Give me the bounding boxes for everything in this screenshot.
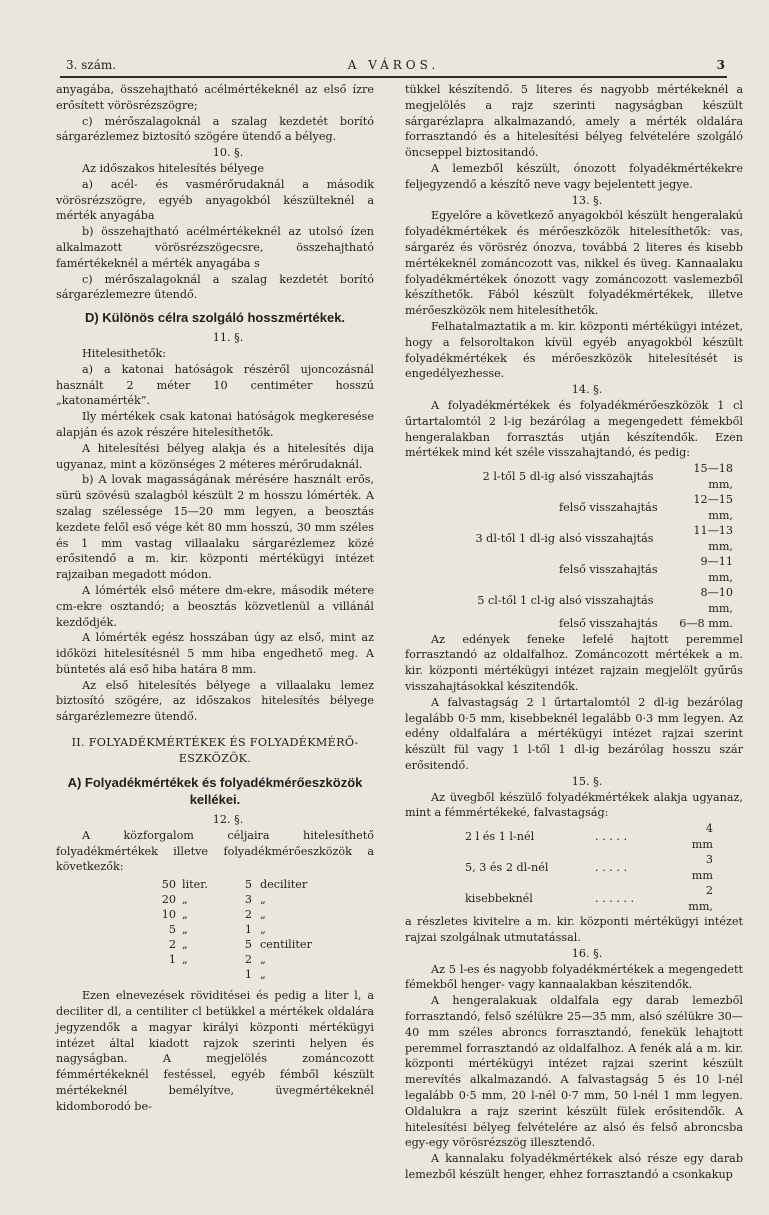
paragraph: b) A lovak magasságának mérésére használt erős, sürü szövésü szalagból készült 2 m hosszu lómérték. A szalag szélessége 15—20 mm legyen, a beosztás kezdete felől eső vége két 80 mm hosszú, 30 mm széles és 1 mm vastag villaalaku sárgarézlemez közé erősitendő a m. kir. központi mértékügyi intézet rajzaiban megadott módon.	[56, 473, 374, 582]
paragraph: A folyadékmértékek és folyadékmérőeszközök 1 cl űrtartalomtól 2 l-ig bezárólag a megengedett fémekből hengeralakban forrasztás utján készítendők. Ezen mértékek mind két széle visszahajtandó, és pedig:	[405, 398, 743, 460]
paragraph: a részletes kivitelre a m. kir. központi mértékügyi intézet rajzai szolgálnak utmutatással.	[405, 915, 743, 944]
table-row: 10 „ 2 „	[161, 908, 266, 922]
paragraph: Ezen elnevezések röviditései és pedig a liter l, a deciliter dl, a centiliter cl betükkel a mértékek oldalára jegyzendők a magyar királyi központi mértékügyi intézet által kiadott rajzok szerinti helyen és nagyságban. A megjelölés zománcozott fémmértékeknél festéssel, egyéb fémből készült mértékeknél bemélyítve, üvegmértékeknél kidomborodó be-	[56, 989, 374, 1113]
section-heading-d: D) Különös célra szolgáló hosszmértékek.	[84, 310, 346, 326]
table-row: felső visszahajtás 12—15 mm,	[559, 493, 733, 522]
paragraph: Az üvegből készülő folyadékmértékek alakja ugyanaz, mint a fémmértékeké, falvastagság:	[405, 790, 743, 820]
table-row: 5, 3 és 2 dl-nél . . . . . 3 mm	[465, 853, 713, 882]
section-number: 16. §.	[571, 946, 603, 960]
table-row: kisebbeknél . . . . . . 2 mm,	[465, 884, 713, 913]
paragraph: A hitelesítési bélyeg alakja és a hitelesítés dija ugyanaz, mint a közönséges 2 méteres mérőrudaknál.	[56, 441, 374, 471]
section-number: 10. §.	[212, 146, 244, 160]
paragraph: Az első hitelesítés bélyege a villaalaku lemez biztosító szögére, az időszakos hitelesítés bélyege sárgarézlemezre ütendő.	[56, 678, 374, 724]
paragraph: A hengeralakuak oldalfala egy darab lemezből forrasztandó, felső szélükre 25—35 mm, alsó szélükre 30—40 mm széles abroncs forrasztandó, fenekük lehajtott peremmel forrasztandó az oldalfalhoz. A fenék alá a m. kir. központi mértékügyi intézet rajzai szerint készült merevítés alkalmazandó. A falvastagság 5 és 10 l-nél legalább 0·5 mm, 20 l-nél 0·7 mm, 50 l-nél 1 mm legyen. Oldalukra a rajz szerint készült fülek erősitendők. A hitelesítési bélyeg felvételére az alsó és felső abroncsba egy-egy vörösrézszög illesztendő.	[405, 994, 743, 1150]
paragraph: Az időszakos hitelesítés bélyege	[82, 161, 265, 175]
journal-title: A VÁROS.	[347, 58, 440, 72]
table-row: 2 „ 5 centiliter	[168, 938, 312, 952]
paragraph: Ily mértékek csak katonai hatóságok megkeresése alapján és azok részére hitelesíthetők.	[56, 410, 374, 439]
section-heading-a: A) Folyadékmértékek és folyadékmérőeszközök kellékei.	[67, 775, 363, 808]
table-row: 50 liter. 5 deciliter	[161, 878, 308, 892]
measures-table	[56, 877, 374, 982]
paragraph: c) mérőszalagoknál a szalag kezdetét borító sárgarézlemezre ütendő.	[56, 272, 374, 302]
paragraph: Az 5 l-es és nagyobb folyadékmértékek a megengedett fémekből henger- vagy kannaalakban készitendők.	[405, 962, 743, 992]
paragraph: A lómérték egész hosszában úgy az első, mint az időközi hitelesítésnél 5 mm hiba engedhető meg. A büntetés alá eső hiba határa 8 mm.	[56, 631, 374, 676]
paragraph: Felhatalmaztatik a m. kir. központi mértékügyi intézet, hogy a felsoroltakon kívül egyéb anyagokból készült folyadékmértékek és mérőeszközök hitelesítését is engedélyezhesse.	[405, 319, 743, 381]
paragraph: c) mérőszalagoknál a szalag kezdetét borító sárgarézlemez biztosító szögére ütendő a bélyeg.	[56, 114, 374, 144]
table-row: 20 „ 3 „	[161, 893, 266, 907]
paragraph: Egyelőre a következő anyagokból készült hengeralakú folyadékmértékek és mérőeszközök hitelesíthetők: vas, sárgaréz és vörösréz ónozva, továbbá 2 literes és kisebb mértékeknél zománcozott vas, nikkel és üveg. Kannaalaku folyadékmértékek ónozott vagy zománcozott vaslemezből készíthetők. Fából készült folyadékmértékek, illetve mérőeszközök nem hitelesíthetők.	[405, 209, 743, 318]
page-header	[60, 56, 727, 78]
left-column	[56, 82, 374, 1115]
section-number: 15. §.	[571, 774, 603, 788]
paragraph: b) összehajtható acélmértékeknél az utolsó ízen alkalmazott vörösrézszögecsre, összehajtható famértékeknél a mérték anyagába s	[56, 225, 374, 270]
section-number: 14. §.	[571, 383, 603, 397]
table-row: 2 l-től 5 dl-ig alsó visszahajtás 15—18 mm,	[482, 462, 733, 491]
paragraph: A közforgalom céljaira hitelesíthető folyadékmértékek illetve folyadékmérőeszközök a következők:	[56, 828, 374, 874]
chapter-heading: II. FOLYADÉKMÉRTÉKEK ÉS FOLYADÉKMÉRŐ-ESZKÖZÖK.	[71, 736, 359, 765]
paragraph: tükkel készítendő. 5 literes és nagyobb mértékeknél a megjelölés a rajz szerinti nagyságban készült sárgarézlapra alkalmazandó, amely a mérték oldalára forrasztandó és a hitelesítési bélyeg felvételére szolgáló öncseppel biztositandó.	[405, 83, 743, 160]
paragraph: Hitelesithetők:	[82, 346, 167, 360]
table-row: 3 dl-től 1 dl-ig alsó visszahajtás 11—13 mm,	[475, 524, 733, 553]
paragraph: a) acél- és vasmérőrudaknál a második vörösrézszögre, egyéb anyagokból készülteknél a mérték anyagába	[56, 177, 374, 223]
table-row: 5 „ 1 „	[168, 923, 266, 937]
issue-number: 3. szám.	[66, 58, 117, 72]
paragraph: A kannalaku folyadékmértékek alsó része egy darab lemezből készült henger, ehhez forrasztandó a csonkakup	[405, 1152, 743, 1181]
section-number: 12. §.	[212, 813, 244, 827]
paragraph: Az edények feneke lefelé hajtott peremmel forrasztandó az oldalfalhoz. Zománcozott mértékek a m. kir. központi mértékügyi intézet rajzain megjelölt gyűrűs visszahajtásokkal készitendők.	[405, 632, 743, 694]
table-row: felső visszahajtás 9—11 mm,	[559, 555, 733, 584]
paragraph: A falvastagság 2 l űrtartalomtól 2 dl-ig bezárólag legalább 0·5 mm, kisebbeknél legalább 0·3 mm legyen. Az edény oldalfalára a mértékügyi intézet rajzai szerint készült fül vagy 1 l-től 1 dl-ig bezárólag hosszu szár erősitendő.	[405, 695, 743, 772]
paragraph: A lemezből készült, ónozott folyadékmértékekre feljegyzendő a készítő neve vagy bejelentett jegye.	[405, 161, 743, 191]
table-row: 1 „	[244, 968, 266, 982]
fold-table	[405, 461, 743, 632]
table-row: 1 „ 2 „	[168, 953, 266, 967]
section-number: 13. §.	[571, 193, 603, 207]
right-column	[405, 82, 743, 1183]
page-number: 3	[716, 58, 725, 72]
table-row: 2 l és 1 l-nél . . . . . 4 mm	[465, 822, 713, 851]
paragraph: a) a katonai hatóságok részéről ujoncozásnál használt 2 méter 10 centiméter hosszú „katonamérték”.	[56, 362, 374, 408]
section-number: 11. §.	[212, 331, 244, 345]
paragraph: A lómérték első métere dm-ekre, második métere cm-ekre osztandó; a beosztás közvetlenül a villánál kezdődjék.	[56, 583, 374, 629]
table-row: 5 cl-től 1 cl-ig alsó visszahajtás 8—10 mm,	[477, 586, 733, 615]
wall-thickness-table	[405, 821, 743, 914]
table-row: felső visszahajtás 6—8 mm.	[559, 617, 733, 631]
paragraph: anyagába, összehajtható acélmértékeknél az első ízre erősített vörösrézszögre;	[56, 83, 374, 112]
